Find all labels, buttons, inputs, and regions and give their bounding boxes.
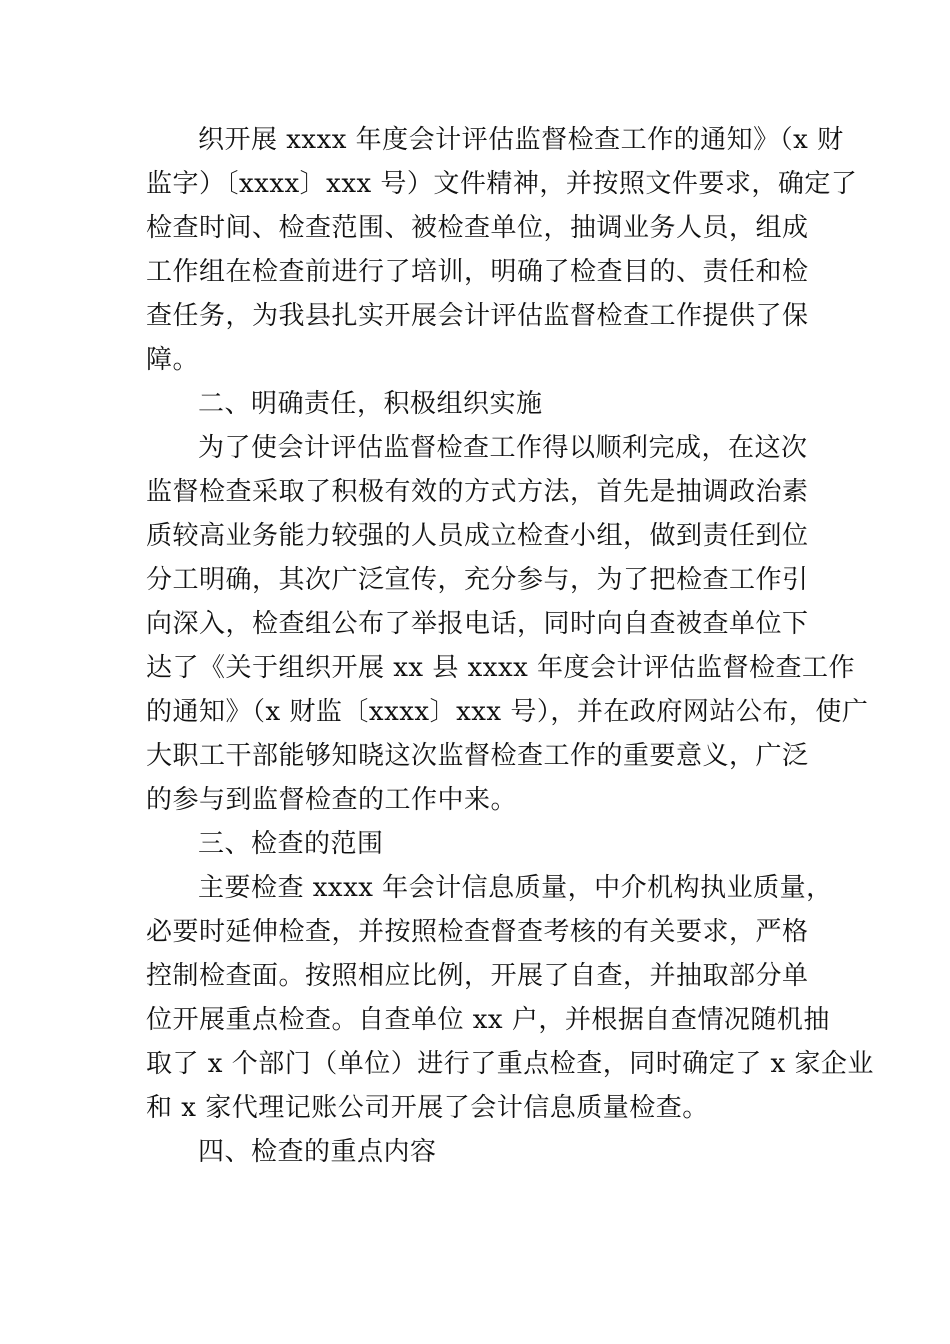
paragraph-3-line-3: 控制检查面。按照相应比例，开展了自查，并抽取部分单: [146, 961, 809, 991]
paragraph-3-line-2: 必要时延伸检查，并按照检查督查考核的有关要求，严格: [146, 917, 809, 947]
paragraph-2-line-5: 向深入，检查组公布了举报电话，同时向自查被查单位下: [146, 609, 809, 639]
paragraph-1-line-3: 检查时间、检查范围、被检查单位，抽调业务人员，组成: [146, 213, 809, 243]
paragraph-1-line-1: 织开展 xxxx 年度会计评估监督检查工作的通知》（x 财: [198, 125, 844, 155]
paragraph-2-line-6: 达了《关于组织开展 xx 县 xxxx 年度会计评估监督检查工作: [146, 653, 856, 683]
paragraph-1-line-6: 障。: [146, 345, 200, 375]
paragraph-3-line-4: 位开展重点检查。自查单位 xx 户，并根据自查情况随机抽: [146, 1005, 830, 1035]
paragraph-2-line-4: 分工明确，其次广泛宣传，充分参与，为了把检查工作引: [146, 565, 809, 595]
paragraph-2-line-2: 监督检查采取了积极有效的方式方法，首先是抽调政治素: [146, 477, 809, 507]
section-heading-2: 二、明确责任，积极组织实施: [198, 389, 543, 419]
paragraph-3-line-5: 取了 x 个部门（单位）进行了重点检查，同时确定了 x 家企业: [146, 1049, 874, 1079]
paragraph-2-line-8: 大职工干部能够知晓这次监督检查工作的重要意义，广泛: [146, 741, 809, 771]
paragraph-2-line-9: 的参与到监督检查的工作中来。: [146, 785, 518, 815]
paragraph-1-line-4: 工作组在检查前进行了培训，明确了检查目的、责任和检: [146, 257, 809, 287]
section-heading-4: 四、检查的重点内容: [198, 1137, 437, 1167]
section-heading-3: 三、检查的范围: [198, 829, 384, 859]
paragraph-2-line-3: 质较高业务能力较强的人员成立检查小组，做到责任到位: [146, 521, 809, 551]
paragraph-3-line-6: 和 x 家代理记账公司开展了会计信息质量检查。: [146, 1093, 709, 1123]
paragraph-1-line-2: 监字）〔xxxx〕xxx 号）文件精神，并按照文件要求，确定了: [146, 169, 858, 199]
paragraph-3-line-1: 主要检查 xxxx 年会计信息质量，中介机构执业质量，: [198, 873, 833, 903]
paragraph-2-line-7: 的通知》（x 财监〔xxxx〕xxx 号），并在政府网站公布，使广: [146, 697, 869, 727]
paragraph-1-line-5: 查任务，为我县扎实开展会计评估监督检查工作提供了保: [146, 301, 809, 331]
paragraph-2-line-1: 为了使会计评估监督检查工作得以顺利完成，在这次: [198, 433, 808, 463]
